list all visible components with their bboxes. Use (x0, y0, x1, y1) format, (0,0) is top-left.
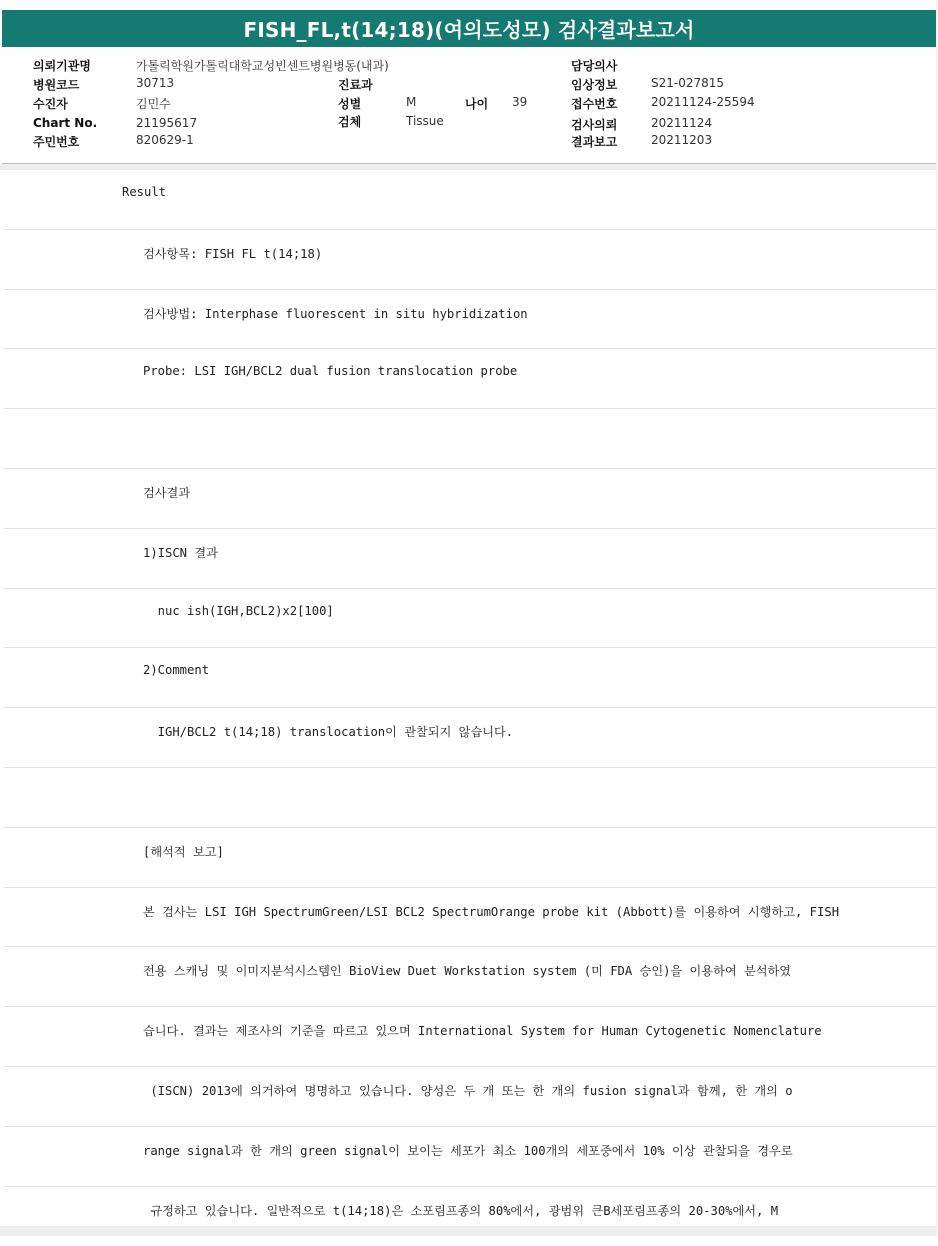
report-line: Result (4, 170, 938, 230)
report-line (4, 768, 938, 828)
patient-value: 김민수 (136, 97, 171, 111)
hospital-code-value: 30713 (136, 76, 175, 90)
report-date-label: 결과보고 (571, 135, 618, 149)
patient-label: 수진자 (33, 97, 68, 111)
doctor-label: 담당의사 (571, 59, 618, 73)
bottom-strip (0, 1226, 938, 1236)
sex-value: M (406, 95, 417, 109)
chart-no-label: Chart No. (33, 116, 98, 130)
specimen-label: 검체 (338, 115, 362, 129)
report-line: 검사방법: Interphase fluorescent in situ hybridization (4, 290, 938, 350)
report-line: IGH/BCL2 t(14;18) translocation이 관찰되지 않습니다. (4, 708, 938, 768)
report-line: 규정하고 있습니다. 일반적으로 t(14;18)은 소포림프종의 80%에서, 광범위 큰B세포림프종의 20-30%에서, M (143, 1203, 779, 1218)
hospital-code-label: 병원코드 (33, 78, 80, 92)
report-line: 습니다. 결과는 제조사의 기준을 따르고 있으며 International System for Human Cytogenetic Nomenclature (4, 1007, 938, 1067)
resident-no-value: 820629-1 (136, 133, 194, 147)
request-date-label: 검사의뢰 (571, 118, 618, 132)
report-body (4, 170, 938, 1226)
report-line: nuc ish(IGH,BCL2)x2[100] (4, 589, 938, 649)
request-date-value: 20211124 (651, 116, 713, 130)
report-line: 검사항목: FISH FL t(14;18) (4, 230, 938, 290)
sex-label: 성별 (338, 97, 362, 111)
specimen-value: Tissue (406, 114, 444, 128)
resident-no-label: 주민번호 (33, 135, 80, 149)
clinical-info-label: 임상정보 (571, 78, 618, 92)
receipt-no-label: 접수번호 (571, 97, 618, 111)
report-header (2, 47, 936, 164)
report-title: FISH_FL,t(14;18)(여의도성모) 검사결과보고서 (2, 10, 936, 47)
age-label: 나이 (465, 97, 489, 111)
chart-no-value: 21195617 (136, 116, 198, 130)
report-line: 본 검사는 LSI IGH SpectrumGreen/LSI BCL2 SpectrumOrange probe kit (Abbott)를 이용하여 시행하고, FISH (4, 888, 938, 948)
report-date-value: 20211203 (651, 133, 713, 147)
department-label: 진료과 (338, 78, 373, 92)
clinical-info-value: S21-027815 (651, 76, 725, 90)
report-line (4, 409, 938, 469)
report-line: 2)Comment (4, 648, 938, 708)
report-line: 전용 스캐닝 및 이미지분석시스템인 BioView Duet Workstation system (미 FDA 승인)을 이용하여 분석하였 (4, 947, 938, 1007)
age-value: 39 (512, 95, 528, 109)
report-line: 1)ISCN 결과 (4, 529, 938, 589)
report-line: [해석적 보고] (4, 828, 938, 888)
institution-label: 의뢰기관명 (33, 59, 91, 73)
report-line: (ISCN) 2013에 의거하여 명명하고 있습니다. 양성은 두 개 또는 한 개의 fusion signal과 함께, 한 개의 o (4, 1067, 938, 1127)
report-line: 검사결과 (4, 469, 938, 529)
report-line: Probe: LSI IGH/BCL2 dual fusion translocation probe (4, 349, 938, 409)
institution-value: 가톨릭학원가톨릭대학교성빈센트병원병동(내과) (136, 59, 389, 73)
receipt-no-value: 20211124-25594 (651, 95, 755, 109)
report-line: range signal과 한 개의 green signal이 보이는 세포가 최소 100개의 세포중에서 10% 이상 관찰되을 경우로 (4, 1127, 938, 1187)
